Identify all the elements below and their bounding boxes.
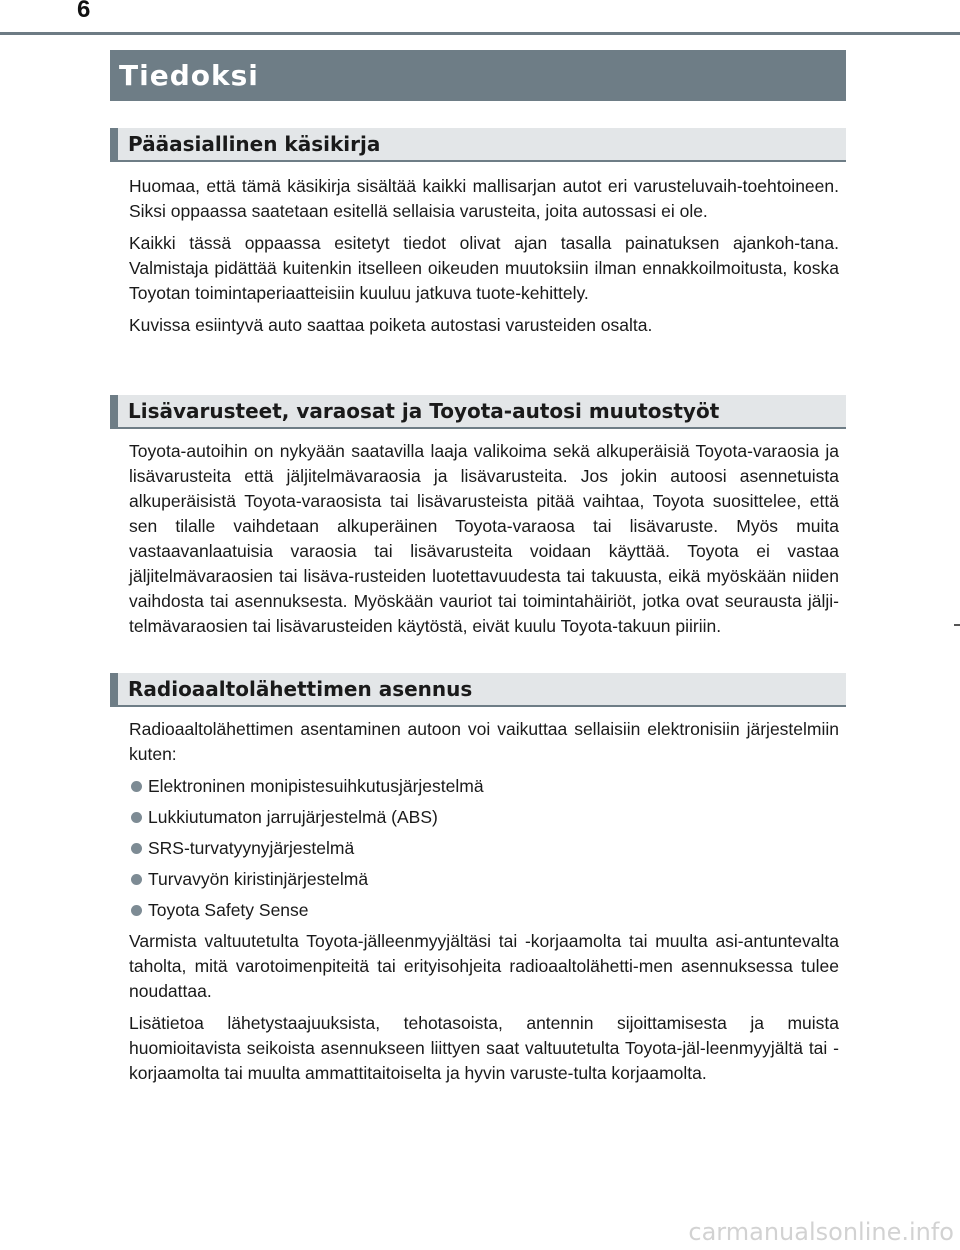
- list-item-text: Toyota Safety Sense: [148, 900, 309, 920]
- section-heading-radio-transmitter: [110, 673, 846, 707]
- page-number: 6: [77, 0, 91, 23]
- section-heading-text: Radioaaltolähettimen asennus: [128, 677, 473, 701]
- list-item: [129, 836, 839, 861]
- top-rule: [0, 32, 960, 35]
- page-title: Tiedoksi: [119, 59, 259, 92]
- bullet-icon: [131, 781, 142, 792]
- list-item-text: Elektroninen monipistesuihkutusjärjestelmä: [148, 776, 484, 796]
- bullet-icon: [131, 874, 142, 885]
- paragraph: Huomaa, että tämä käsikirja sisältää kaikki mallisarjan autot eri varusteluvaih-toehtoineen. Siksi oppaassa saatetaan esitellä sellaisia varusteita, joita autossasi ei ole.: [129, 176, 839, 221]
- section-body-accessories: [129, 439, 839, 646]
- list-item-text: Turvavyön kiristinjärjestelmä: [148, 869, 369, 889]
- section-heading-text: Lisävarusteet, varaosat ja Toyota-autosi muutostyöt: [128, 399, 720, 423]
- paragraph: Kaikki tässä oppaassa esitetyt tiedot olivat ajan tasalla painatuksen ajankoh-tana. Valmistaja pidättää kuitenkin itselleen oikeuden muutoksiin ilman ennakkoilmoitusta, koska Toyotan toimintaperiaatteisiin kuuluu jatkuva tuote-kehittely.: [129, 233, 839, 303]
- section-body-radio-transmitter: [129, 717, 839, 1093]
- list-item: [129, 898, 839, 923]
- margin-tick: [954, 624, 960, 626]
- section-heading-main-manual: [110, 128, 846, 162]
- page-title-banner: [110, 50, 846, 101]
- list-item: [129, 867, 839, 892]
- bullet-icon: [131, 905, 142, 916]
- list-item: [129, 774, 839, 799]
- bullet-icon: [131, 843, 142, 854]
- list-item: [129, 805, 839, 830]
- paragraph-intro: Radioaaltolähettimen asentaminen autoon voi vaikuttaa sellaisiin elektronisiin järjestelmiin kuten:: [129, 719, 839, 764]
- paragraph: Toyota-autoihin on nykyään saatavilla laaja valikoima sekä alkuperäisiä Toyota-varaosia ja lisävarusteita että jäljitelmävaraosia ja lisävarusteita. Jos jokin autoosi asennetuista alkuperäisistä Toyota-varaosista tai lisävarusteista pitää vaihtaa, Toyota suosittelee, että sen tilalle vaihdetaan alkuperäinen Toyota-varaosa tai lisävaruste. Myös muita vastaavanlaatuisia varaosia tai lisävarusteita voidaan käyttää. Toyota ei vastaa jäljitelmävaraosien tai lisäva-rusteiden luotettavuudesta tai takuusta, eikä myöskään niiden vaihdosta tai asennuksesta. Myöskään vauriot tai toimintahäiriöt, jotka ovat seurausta jälji-telmävaraosien tai lisävarusteiden käytöstä, eivät kuulu Toyota-takuun piiriin.: [129, 441, 839, 636]
- paragraph: Lisätietoa lähetystaajuuksista, tehotasoista, antennin sijoittamisesta ja muista huomioitavista seikoista asennukseen liittyen saat valtuutetulta Toyota-jäl-leenmyyjältä tai -korjaamolta tai muulta ammattitaitoiselta ja hyvin varuste-tulta korjaamolta.: [129, 1013, 839, 1083]
- list-item-text: Lukkiutumaton jarrujärjestelmä (ABS): [148, 807, 438, 827]
- paragraph: Varmista valtuutetulta Toyota-jälleenmyyjältäsi tai -korjaamolta tai muulta asi-antuntevalta taholta, mitä varotoimenpiteitä tai erityisohjeita radioaaltolähetti-men asennuksessa tulee noudattaa.: [129, 931, 839, 1001]
- section-heading-text: Pääasiallinen käsikirja: [128, 132, 381, 156]
- section-body-main-manual: [129, 174, 839, 345]
- watermark: carmanualsonline.info: [688, 1218, 954, 1246]
- bullet-icon: [131, 812, 142, 823]
- section-heading-accessories: [110, 395, 846, 429]
- paragraph: Kuvissa esiintyvä auto saattaa poiketa autostasi varusteiden osalta.: [129, 315, 653, 335]
- list-item-text: SRS-turvatyynyjärjestelmä: [148, 838, 355, 858]
